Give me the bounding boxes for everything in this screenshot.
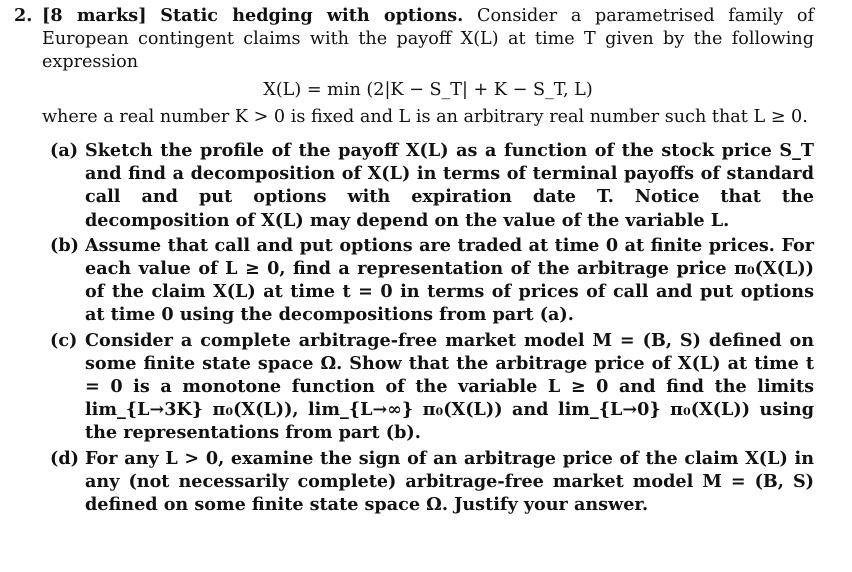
part-label: (b) — [50, 234, 79, 256]
formula-condition: where a real number K > 0 is fixed and L is an arbitrary real number such that L ≥ 0. — [42, 106, 808, 127]
problem-intro-body — [42, 4, 814, 75]
payoff-formula: X(L) = min (2|K − S_T| + K − S_T, L) — [263, 79, 593, 100]
part-text: Assume that call and put options are traded at time 0 at finite prices. For each value of L ≥ 0, find a representation of the arbitrage price π₀(X(L)) of the claim X(L) at time t = 0 in terms of prices of call and put options at time 0 using the decompositions from part (a). — [85, 234, 814, 326]
problem-title: Static hedging with options. — [160, 5, 464, 26]
part-text: Consider a complete arbitrage-free market model M = (B, S) defined on some finite state space Ω. Show that the arbitrage price of X(L) at time t = 0 is a monotone function of the variable L ≥ 0 and find the limits lim_{L→3K} π₀(X(L)), lim_{L→∞} π₀(X(L)) and lim_{L→0} π₀(X(L)) using the representations from part (b). — [85, 329, 814, 444]
part-d — [50, 447, 814, 517]
part-label: (d) — [50, 447, 79, 469]
problem-intro-text: Consider a parametrised family of European contingent claims with the payoff X(L) at time T given by the following expression — [42, 6, 814, 73]
part-label: (a) — [50, 140, 79, 162]
problem-intro — [14, 4, 814, 75]
problem-number: 2. — [14, 5, 33, 26]
parts-list — [14, 139, 814, 516]
part-a — [50, 139, 814, 232]
part-c — [50, 329, 814, 445]
problem-marks: [8 marks] — [42, 5, 147, 26]
part-label: (c) — [50, 329, 78, 351]
part-text: Sketch the profile of the payoff X(L) as a function of the stock price S_T and find a decomposition of X(L) in terms of terminal payoffs of standard call and put options with expiration date T. Notice that the decomposition of X(L) may depend on the value of the variable L. — [85, 140, 814, 231]
part-text: For any L > 0, examine the sign of an arbitrage price of the claim X(L) in any (not necessarily complete) arbitrage-free market model M = (B, S) defined on some finite state space Ω. Justify your answer. — [85, 447, 814, 516]
part-b — [50, 234, 814, 327]
problem-2 — [14, 4, 814, 516]
